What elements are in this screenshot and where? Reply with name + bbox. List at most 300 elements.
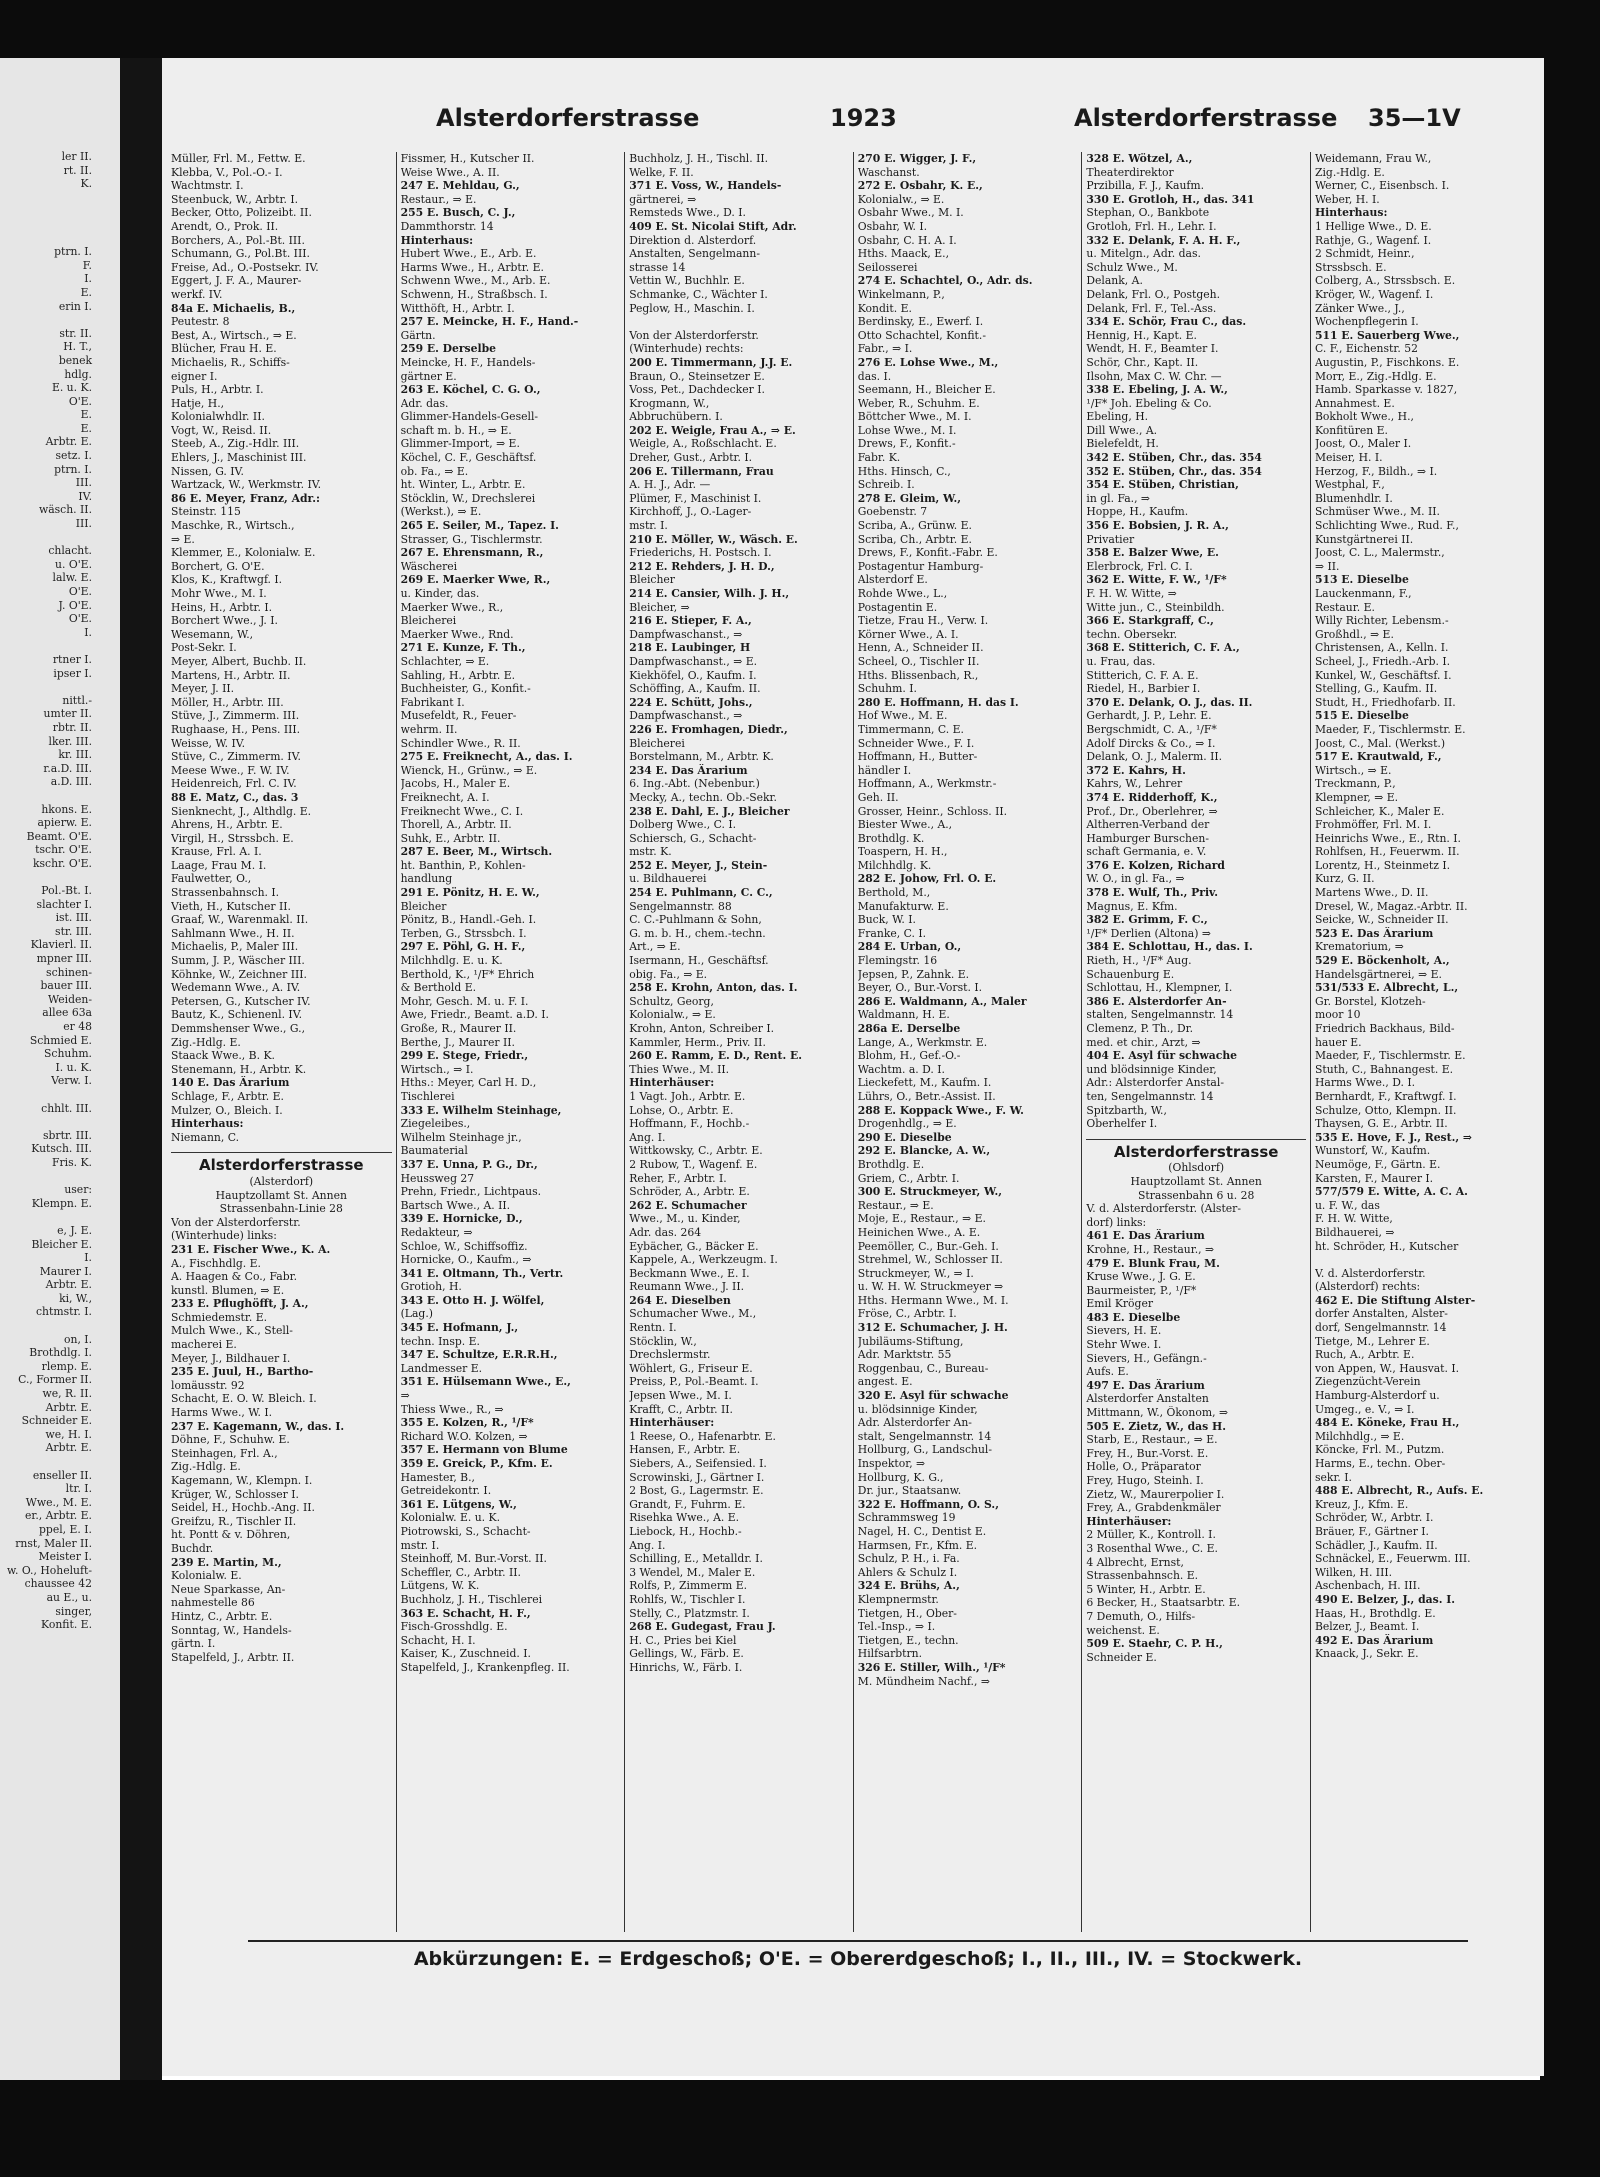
adjacent-page-line: ltr. I. <box>65 1482 92 1496</box>
directory-entry: 252 E. Meyer, J., Stein- <box>629 858 768 872</box>
directory-entry: Sievers, H., Gefängn.- <box>1086 1351 1207 1365</box>
directory-entry: Köncke, Frl. M., Putzm. <box>1314 1443 1445 1457</box>
directory-entry: G. m. b. H., chem.-techn. <box>629 926 766 940</box>
directory-entry: Schuhm. I. <box>857 682 917 696</box>
directory-entry: 409 E. St. Nicolai Stift, Adr. <box>629 219 797 233</box>
directory-entry: Schulze, Otto, Klempn. II. <box>1314 1103 1457 1117</box>
directory-entry: 2 Bost, G., Lagermstr. E. <box>629 1484 764 1498</box>
directory-entry: Ang. I. <box>629 1130 666 1144</box>
directory-entry: Hinrichs, W., Färb. I. <box>629 1660 743 1674</box>
column-3 <box>624 152 853 1932</box>
directory-entry: von Appen, W., Hausvat. I. <box>1314 1361 1460 1375</box>
directory-entry: Drechslermstr. <box>629 1348 711 1362</box>
directory-entry: V. d. Alsterdorferstr. <box>1314 1266 1426 1280</box>
directory-entry: Faulwetter, O., <box>171 872 252 886</box>
directory-entry: Art., ⇒ E. <box>629 940 681 954</box>
directory-entry: Stenemann, H., Arbtr. K. <box>171 1062 307 1076</box>
directory-entry: 292 E. Blancke, A. W., <box>857 1144 991 1158</box>
adjacent-page-line <box>0 1088 96 1102</box>
adjacent-page-line: Schmied E. <box>29 1033 92 1047</box>
directory-entry: Hoffmann, H., Butter- <box>857 750 978 764</box>
directory-entry: 259 E. Derselbe <box>400 342 497 356</box>
directory-entry: Osbahr Wwe., M. I. <box>857 206 964 220</box>
directory-entry: (Lag.) <box>400 1307 433 1321</box>
directory-entry: Joost, C. L., Malermstr., <box>1314 546 1445 560</box>
directory-entry: Hauptzollamt St. Annen <box>215 1188 347 1202</box>
directory-entry: 312 E. Schumacher, J. H. <box>857 1321 1008 1335</box>
adjacent-page-line: Kutsch. III. <box>31 1142 92 1156</box>
directory-entry: Schneider Wwe., F. I. <box>857 736 975 750</box>
directory-entry: 287 E. Beer, M., Wirtsch. <box>400 845 553 859</box>
directory-entry: 262 E. Schumacher <box>629 1198 747 1212</box>
adjacent-page-line: Konfit. E. <box>41 1618 92 1632</box>
directory-entry: Scrowinski, J., Gärtner I. <box>629 1470 765 1484</box>
directory-entry: 233 E. Pflughöfft, J. A., <box>171 1297 309 1311</box>
directory-entry: Peutestr. 8 <box>171 315 230 329</box>
directory-entry: Schöffing, A., Kaufm. II. <box>629 682 761 696</box>
directory-entry: Wachtmstr. I. <box>171 179 244 193</box>
adjacent-page-line: Arbtr. E. <box>45 1278 92 1292</box>
directory-entry: 1 Vagt. Joh., Arbtr. E. <box>629 1089 746 1103</box>
adjacent-page-line <box>0 1115 96 1129</box>
directory-entry: Lauckenmann, F., <box>1314 587 1412 600</box>
directory-entry: Steinhoff, M. Bur.-Vorst. II. <box>400 1552 547 1566</box>
directory-entry: Milchhdlg. E. u. K. <box>400 954 503 968</box>
directory-entry: 511 E. Sauerberg Wwe., <box>1314 328 1460 342</box>
directory-entry <box>1315 1253 1535 1267</box>
directory-entry: Osbahr, W. I. <box>857 219 928 233</box>
directory-entry: Krogmann, W., <box>629 396 710 410</box>
directory-entry: Berthe, J., Maurer II. <box>400 1035 515 1049</box>
directory-entry: Schwenn Wwe., M., Arb. E. <box>400 274 551 288</box>
adjacent-page-line: ist. III. <box>55 911 92 925</box>
directory-entry: Stehr Wwe. I. <box>1086 1338 1162 1352</box>
directory-entry: Theaterdirektor <box>1086 165 1174 179</box>
directory-entry: Krohne, H., Restaur., ⇒ <box>1086 1242 1215 1256</box>
directory-entry: Ahrens, H., Arbtr. E. <box>171 818 283 832</box>
directory-entry: Borchert Wwe., J. I. <box>171 614 278 628</box>
directory-entry: Post-Sekr. I. <box>171 641 237 655</box>
directory-entry: händler I. <box>857 763 912 777</box>
directory-entry: 461 E. Das Ärarium <box>1086 1229 1205 1243</box>
adjacent-page-line: on, I. <box>63 1332 92 1346</box>
directory-entry: Studt, H., Friedhofarb. II. <box>1314 695 1456 709</box>
directory-entry: Hamb. Sparkasse v. 1827, <box>1314 383 1458 397</box>
directory-entry: techn. Insp. E. <box>400 1334 480 1348</box>
directory-entry: mstr. I. <box>400 1538 440 1552</box>
directory-entry: Bernhardt, F., Kraftwgf. I. <box>1314 1089 1457 1103</box>
directory-entry: 271 E. Kunze, F. Th., <box>400 641 526 655</box>
directory-entry: Mohr, Gesch. M. u. F. I. <box>400 994 529 1008</box>
directory-entry: Meyer, J. II. <box>171 682 235 696</box>
directory-entry: Restaur., ⇒ E. <box>400 192 477 206</box>
directory-entry: 299 E. Stege, Friedr., <box>400 1049 529 1063</box>
directory-entry: Thiess Wwe., R., ⇒ <box>400 1402 504 1416</box>
adjacent-page-line: chlacht. <box>48 544 92 558</box>
adjacent-page-line: K. <box>80 177 92 191</box>
directory-entry: Martens, H., Arbtr. II. <box>171 668 291 682</box>
directory-entry: gärtnerei, ⇒ <box>629 192 697 206</box>
directory-entry: Hths.: Meyer, Carl H. D., <box>400 1076 537 1090</box>
directory-entry: Schacht, H. I. <box>400 1633 476 1647</box>
header-year: 1923 <box>830 104 897 132</box>
directory-entry: Schlichting Wwe., Rud. F., <box>1314 519 1459 533</box>
directory-entry: Seidel, H., Hochb.-Ang. II. <box>171 1501 315 1515</box>
directory-entry: 333 E. Wilhelm Steinhage, <box>400 1103 562 1117</box>
directory-entry: Grotloh, Frl. H., Lehr. I. <box>1086 219 1217 233</box>
abbreviations-footer: Abkürzungen: E. = Erdgeschoß; O'E. = Obererdgeschoß; I., II., III., IV. = Stockwerk. <box>248 1940 1468 1976</box>
directory-entry: Schlottau, H., Klempner, I. <box>1086 981 1233 995</box>
directory-entry: Stuth, C., Bahnangest. E. <box>1314 1062 1454 1076</box>
directory-entry: Annahmest. E. <box>1314 396 1395 410</box>
directory-entry: Siebers, A., Seifensied. I. <box>629 1457 767 1470</box>
directory-entry: Sievers, H. E. <box>1086 1324 1162 1338</box>
directory-entry: Strasser, G., Tischlermstr. <box>400 532 543 546</box>
directory-entry: Klemmer, E., Kolonialw. E. <box>171 546 316 560</box>
directory-entry: Schiersch, G., Schacht- <box>629 831 757 845</box>
directory-entry: Kolonialw., ⇒ E. <box>629 1008 716 1022</box>
directory-entry: Frey, H., Bur.-Vorst. E. <box>1086 1446 1209 1460</box>
directory-entry: Hths. Maack, E., <box>857 247 950 261</box>
directory-entry: 517 E. Krautwald, F., <box>1314 750 1442 764</box>
directory-entry: Beyer, O., Bur.-Vorst. I. <box>857 981 983 995</box>
directory-entry: Wöhlert, G., Friseur E. <box>629 1361 753 1375</box>
adjacent-page-line: III. <box>75 517 92 531</box>
directory-columns <box>167 152 1539 1932</box>
directory-entry: strasse 14 <box>629 260 686 274</box>
directory-entry: u. W. H. W. Struckmeyer ⇒ <box>857 1280 1004 1294</box>
directory-entry: Fisch-Grosshdlg. E. <box>400 1620 508 1634</box>
directory-entry: Summ, J. P., Wäscher III. <box>171 954 305 968</box>
directory-entry: Kunkel, W., Geschäftsf. I. <box>1314 668 1452 682</box>
directory-entry: Freiknecht, A. I. <box>400 790 490 804</box>
directory-entry: Schulz, P. H., i. Fa. <box>857 1552 960 1566</box>
adjacent-page-line: er., Arbtr. E. <box>24 1509 92 1523</box>
directory-entry: Zig.-Hdlg. E. <box>171 1460 241 1474</box>
directory-entry: dorf, Sengelmannstr. 14 <box>1314 1321 1447 1335</box>
directory-entry: u. Mitelgn., Adr. das. <box>1086 247 1201 261</box>
directory-entry: Strssbsch. E. <box>1314 260 1387 274</box>
adjacent-page-line: J. O'E. <box>58 598 92 612</box>
directory-entry: Belzer, J., Beamt. I. <box>1314 1620 1420 1634</box>
directory-entry: 6. Ing.-Abt. (Nebenbur.) <box>629 777 760 791</box>
directory-entry: 361 E. Lütgens, W., <box>400 1497 517 1511</box>
directory-entry: Kolonialw., ⇒ E. <box>857 192 945 206</box>
directory-entry: 404 E. Asyl für schwache <box>1086 1049 1238 1063</box>
directory-entry: (Ohlsdorf) <box>1168 1161 1225 1175</box>
directory-entry: 337 E. Unna, P. G., Dr., <box>400 1157 538 1171</box>
directory-entry: Bleicher <box>629 573 675 587</box>
directory-entry: 341 E. Oltmann, Th., Vertr. <box>400 1266 564 1280</box>
directory-entry: Hennig, H., Kapt. E. <box>1086 328 1197 342</box>
directory-entry: Grosser, Heinr., Schloss. II. <box>857 804 1008 818</box>
directory-entry: Kunstgärtnerei II. <box>1314 532 1414 546</box>
adjacent-page-line <box>0 191 96 205</box>
directory-entry: Böttcher Wwe., M. I. <box>857 410 972 424</box>
adjacent-page-line: ptrn. I. <box>54 245 92 259</box>
directory-entry: Hinterhäuser: <box>1086 1514 1172 1528</box>
directory-entry: Wienck, H., Grünw., ⇒ E. <box>400 763 538 777</box>
directory-entry: Kirchhoff, J., O.-Lager- <box>629 505 752 519</box>
directory-entry: Krüger, W., Schlosser I. <box>171 1487 299 1501</box>
directory-entry: Preiss, P., Pol.-Beamt. I. <box>629 1375 759 1389</box>
directory-entry: in gl. Fa., ⇒ <box>1086 491 1150 505</box>
directory-entry: Nagel, H. C., Dentist E. <box>857 1524 987 1538</box>
directory-entry: Milchhdlg., ⇒ E. <box>1314 1429 1405 1443</box>
directory-entry: Maschke, R., Wirtsch., <box>171 519 295 533</box>
directory-entry: Emil Kröger <box>1086 1297 1154 1311</box>
directory-entry: Fröse, C., Arbtr. I. <box>857 1307 957 1321</box>
directory-entry: 356 E. Bobsien, J. R. A., <box>1086 519 1229 533</box>
directory-entry: Postagentur Hamburg- <box>857 559 984 573</box>
directory-entry: 288 E. Koppack Wwe., F. W. <box>857 1103 1024 1117</box>
adjacent-page-line <box>0 531 96 545</box>
directory-entry: 206 E. Tillermann, Frau <box>629 464 774 478</box>
directory-entry: Rentn. I. <box>629 1321 677 1335</box>
adjacent-page-line: rbtr. II. <box>52 720 92 734</box>
directory-entry: Suhk, E., Arbtr. II. <box>400 831 501 845</box>
directory-entry: Schrammsweg 19 <box>857 1511 956 1525</box>
adjacent-page-line: I. <box>84 272 92 286</box>
directory-entry: handlung <box>400 872 453 886</box>
directory-entry: Tietge, M., Lehrer E. <box>1314 1334 1430 1348</box>
directory-entry: Holle, O., Präparator <box>1086 1460 1201 1474</box>
directory-entry: 282 E. Johow, Frl. O. E. <box>857 872 997 886</box>
directory-entry: 1 Hellige Wwe., D. E. <box>1314 219 1432 233</box>
directory-entry: Stitterich, C. F. A. E. <box>1086 668 1199 682</box>
directory-entry: Sonntag, W., Handels- <box>171 1623 292 1637</box>
directory-entry: Winkelmann, P., <box>857 287 945 301</box>
adjacent-page-line: III. <box>75 476 92 490</box>
directory-entry: u. Bildhauerei <box>629 872 707 886</box>
directory-entry: ht. Schröder, H., Kutscher <box>1314 1239 1459 1253</box>
adjacent-page-line: Verw. I. <box>51 1074 92 1088</box>
adjacent-page-line: Wwe., M. E. <box>25 1495 92 1509</box>
directory-entry: Borchers, A., Pol.-Bt. III. <box>171 233 305 247</box>
adjacent-page-line: lalw. E. <box>52 571 92 585</box>
directory-entry: Bleicherei <box>400 614 457 628</box>
directory-entry: Schädler, J., Kaufm. II. <box>1314 1538 1438 1552</box>
directory-entry: Privatier <box>1086 532 1135 546</box>
directory-entry: Beckmann Wwe., E. I. <box>629 1266 750 1280</box>
directory-entry: moor 10 <box>1314 1008 1361 1022</box>
directory-entry: Schleicher, K., Maler E. <box>1314 804 1445 818</box>
directory-entry: Sahlmann Wwe., H. II. <box>171 926 295 940</box>
directory-entry: Oberhelfer I. <box>1086 1117 1158 1131</box>
directory-entry: Henn, A., Schneider II. <box>857 641 984 655</box>
directory-entry: Schultz, Georg, <box>629 994 714 1008</box>
directory-entry: Jubiläums-Stiftung, <box>857 1334 964 1348</box>
adjacent-page-line: Meister I. <box>38 1550 92 1564</box>
directory-entry: Steeb, A., Zig.-Hdlr. III. <box>171 437 300 451</box>
directory-entry: Hoppe, H., Kaufm. <box>1086 505 1189 519</box>
directory-entry: Kaiser, K., Zuschneid. I. <box>400 1647 531 1661</box>
directory-entry: 513 E. Dieselbe <box>1314 573 1409 587</box>
directory-entry: Wirtsch., ⇒ I. <box>400 1062 474 1076</box>
directory-entry: 368 E. Stitterich, C. F. A., <box>1086 641 1240 655</box>
directory-entry: Klos, K., Kraftwgf. I. <box>171 573 283 587</box>
directory-entry: Wwe., M., u. Kinder, <box>629 1212 741 1226</box>
directory-entry: Freise, Ad., O.-Postsekr. IV. <box>171 260 319 274</box>
directory-entry: 290 E. Dieselbe <box>857 1130 952 1144</box>
directory-entry: Heidenreich, Frl. C. IV. <box>171 777 297 791</box>
directory-entry: ht. Pontt & v. Döhren, <box>171 1528 291 1542</box>
directory-entry: Lütgens, W. K. <box>400 1579 480 1593</box>
directory-entry: Hinterhäuser: <box>629 1416 715 1430</box>
directory-entry: Peemöller, C., Bur.-Geh. I. <box>857 1239 999 1253</box>
adjacent-page-line: a.D. III. <box>50 775 92 789</box>
directory-entry: 370 E. Delank, O. J., das. II. <box>1086 695 1253 709</box>
directory-entry: Ziegenzücht-Verein <box>1314 1375 1421 1389</box>
directory-entry: Kruse Wwe., J. G. E. <box>1086 1270 1196 1284</box>
adjacent-page-line: ler II. <box>61 150 92 163</box>
directory-entry: 7 Demuth, O., Hilfs- <box>1086 1609 1196 1623</box>
directory-entry: Meincke, H. F., Handels- <box>400 355 536 369</box>
directory-entry: Maeder, F., Tischlermstr. E. <box>1314 722 1466 736</box>
directory-entry: Jepsen Wwe., M. I. <box>629 1389 732 1403</box>
directory-entry: Lührs, O., Betr.-Assist. II. <box>857 1089 996 1103</box>
directory-entry: Starb, E., Restaur., ⇒ E. <box>1086 1433 1218 1447</box>
directory-entry: Rohde Wwe., L., <box>857 587 948 600</box>
adjacent-page-line: we, R. II. <box>42 1387 92 1401</box>
directory-entry: Zig.-Hdlg. E. <box>1314 165 1385 179</box>
directory-entry: Abbruchübern. I. <box>629 410 723 424</box>
directory-entry: Berdinsky, E., Ewerf. I. <box>857 315 984 329</box>
directory-entry: Sengelmannstr. 88 <box>629 899 732 913</box>
adjacent-page-line <box>0 639 96 653</box>
directory-entry: 366 E. Starkgraff, C., <box>1086 614 1214 628</box>
directory-entry: Dreher, Gust., Arbtr. I. <box>629 451 753 465</box>
directory-entry: und blödsinnige Kinder, <box>1086 1062 1217 1076</box>
directory-entry: Karsten, F., Maurer I. <box>1314 1171 1434 1185</box>
adjacent-page-line: rtner I. <box>52 652 92 666</box>
directory-entry: Stüve, C., Zimmerm. IV. <box>171 750 301 764</box>
directory-entry: Schilling, E., Metalldr. I. <box>629 1552 763 1566</box>
directory-entry: Borstelmann, M., Arbtr. K. <box>629 750 774 764</box>
adjacent-page-line: Brothdlg. I. <box>29 1346 92 1360</box>
adjacent-page-line: user: <box>64 1183 92 1197</box>
directory-entry: Niemann, C. <box>171 1130 240 1144</box>
directory-entry: 263 E. Köchel, C. G. O., <box>400 383 541 397</box>
directory-entry: Zänker Wwe., J., <box>1314 301 1405 315</box>
directory-entry: Blücher, Frau H. E. <box>171 342 277 356</box>
adjacent-page-line: F. <box>82 258 92 272</box>
directory-entry: Tietze, Frau H., Verw. I. <box>857 614 989 628</box>
directory-entry: Wäscherei <box>400 559 458 573</box>
directory-entry: Clemenz, P. Th., Dr. <box>1086 1022 1194 1035</box>
directory-entry: Gr. Borstel, Klotzeh- <box>1314 994 1426 1008</box>
directory-entry: Jepsen, P., Zahnk. E. <box>857 967 970 981</box>
directory-entry: 4 Albrecht, Ernst, <box>1086 1555 1184 1569</box>
directory-entry: Strehmel, W., Schlosser II. <box>857 1253 1003 1267</box>
directory-entry: & Berthold E. <box>400 981 477 995</box>
adjacent-page-line: O'E. <box>68 394 92 408</box>
directory-entry: ¹/F* Derlien (Altona) ⇒ <box>1086 926 1211 940</box>
directory-entry: Graaf, W., Warenmakl. II. <box>171 913 309 927</box>
directory-entry: Seilosserei <box>857 260 918 274</box>
directory-entry: Terben, G., Strssbch. I. <box>400 926 527 940</box>
directory-entry: schaft Germania, e. V. <box>1086 845 1207 859</box>
directory-entry: Klempnermstr. <box>857 1592 939 1606</box>
adjacent-page-line <box>0 870 96 884</box>
directory-entry: Haas, H., Brothdlg. E. <box>1314 1606 1436 1620</box>
directory-entry: Vieth, H., Kutscher II. <box>171 899 291 913</box>
directory-entry: Witte jun., C., Steinbildh. <box>1086 600 1225 614</box>
adjacent-page-line <box>0 1319 96 1333</box>
directory-entry: 6 Becker, H., Staatsarbtr. E. <box>1086 1596 1241 1610</box>
directory-entry: 200 E. Timmermann, J.J. E. <box>629 355 793 369</box>
column-6 <box>1310 152 1539 1932</box>
directory-entry: 140 E. Das Ärarium <box>171 1076 290 1090</box>
directory-entry: Hths. Hermann Wwe., M. I. <box>857 1293 1009 1307</box>
directory-entry: Drews, F., Konfit.- <box>857 437 956 451</box>
directory-entry: Herzog, F., Bildh., ⇒ I. <box>1314 464 1438 478</box>
directory-entry: hauer E. <box>1314 1035 1362 1049</box>
directory-entry: 359 E. Greick, P., Kfm. E. <box>400 1457 553 1470</box>
directory-entry: 3 Rosenthal Wwe., C. E. <box>1086 1541 1218 1555</box>
directory-entry: Buchdr. <box>171 1541 214 1555</box>
directory-entry: angest. E. <box>857 1375 913 1389</box>
directory-entry: Delank, O. J., Malerm. II. <box>1086 750 1223 764</box>
directory-entry: 234 E. Das Ärarium <box>629 763 748 777</box>
adjacent-page-line <box>0 1170 96 1184</box>
directory-entry: Michaelis, R., Schiffs- <box>171 355 290 369</box>
directory-entry: Klempner, ⇒ E. <box>1314 790 1399 804</box>
directory-entry: Bergschmidt, C. A., ¹/F* <box>1086 722 1217 736</box>
directory-entry: Stapelfeld, J., Arbtr. II. <box>171 1650 295 1664</box>
directory-entry: Ehlers, J., Maschinist III. <box>171 451 307 465</box>
directory-entry: Dampfwaschanst., ⇒ <box>629 627 743 641</box>
directory-entry: 280 E. Hoffmann, H. das I. <box>857 695 1019 709</box>
directory-entry: Döhne, F., Schuhw. E. <box>171 1433 290 1447</box>
directory-entry: 362 E. Witte, F. W., ¹/F* <box>1086 573 1227 587</box>
adjacent-page-line: tschr. O'E. <box>35 843 92 857</box>
directory-entry: Heinrichs Wwe., E., Rtn. I. <box>1314 831 1461 845</box>
directory-entry: Handelsgärtnerei, ⇒ E. <box>1314 967 1442 981</box>
directory-entry: Gerhardt, J. P., Lehr. E. <box>1086 709 1212 723</box>
directory-entry: 332 E. Delank, F. A. H. F., <box>1086 233 1241 247</box>
directory-entry: Treckmann, P., <box>1314 777 1396 791</box>
directory-entry: Prof., Dr., Oberlehrer, ⇒ <box>1086 804 1218 818</box>
directory-entry: 2 Schmidt, Heinr., <box>1314 247 1415 261</box>
directory-entry: 352 E. Stüben, Chr., das. 354 <box>1086 464 1262 478</box>
directory-entry: 330 E. Grotloh, H., das. 341 <box>1086 192 1255 206</box>
column-1 <box>167 152 396 1932</box>
column-2 <box>396 152 625 1932</box>
directory-entry: dorf) links: <box>1086 1215 1147 1229</box>
header-right-title: Alsterdorferstrasse <box>1074 104 1338 132</box>
adjacent-page-line <box>0 680 96 694</box>
directory-entry: werkf. IV. <box>171 287 223 301</box>
directory-entry: Maerker Wwe., Rnd. <box>400 627 514 641</box>
directory-entry: 210 E. Möller, W., Wäsch. E. <box>629 532 798 546</box>
directory-entry: Elerbrock, Frl. C. I. <box>1086 559 1193 573</box>
directory-entry: dorfer Anstalten, Alster- <box>1314 1307 1448 1321</box>
directory-entry: Remsteds Wwe., D. I. <box>629 206 746 220</box>
adjacent-page-line: r.a.D. III. <box>43 761 92 775</box>
directory-entry: Hinterhaus: <box>1314 206 1388 220</box>
adjacent-page-line: I. <box>84 625 92 639</box>
directory-entry: Thorell, A., Arbtr. II. <box>400 818 512 832</box>
directory-entry: Buchholz, J. H., Tischl. II. <box>629 152 769 165</box>
directory-entry: 235 E. Juul, H., Bartho- <box>171 1365 314 1379</box>
directory-entry: 265 E. Seiler, M., Tapez. I. <box>400 519 559 533</box>
directory-entry: Demmshenser Wwe., G., <box>171 1022 306 1035</box>
directory-entry: Weise Wwe., A. II. <box>400 165 500 179</box>
directory-entry: 231 E. Fischer Wwe., K. A. <box>171 1242 331 1256</box>
adjacent-page-line: er 48 <box>63 1020 92 1033</box>
directory-entry: Musefeldt, R., Feuer- <box>400 709 517 723</box>
